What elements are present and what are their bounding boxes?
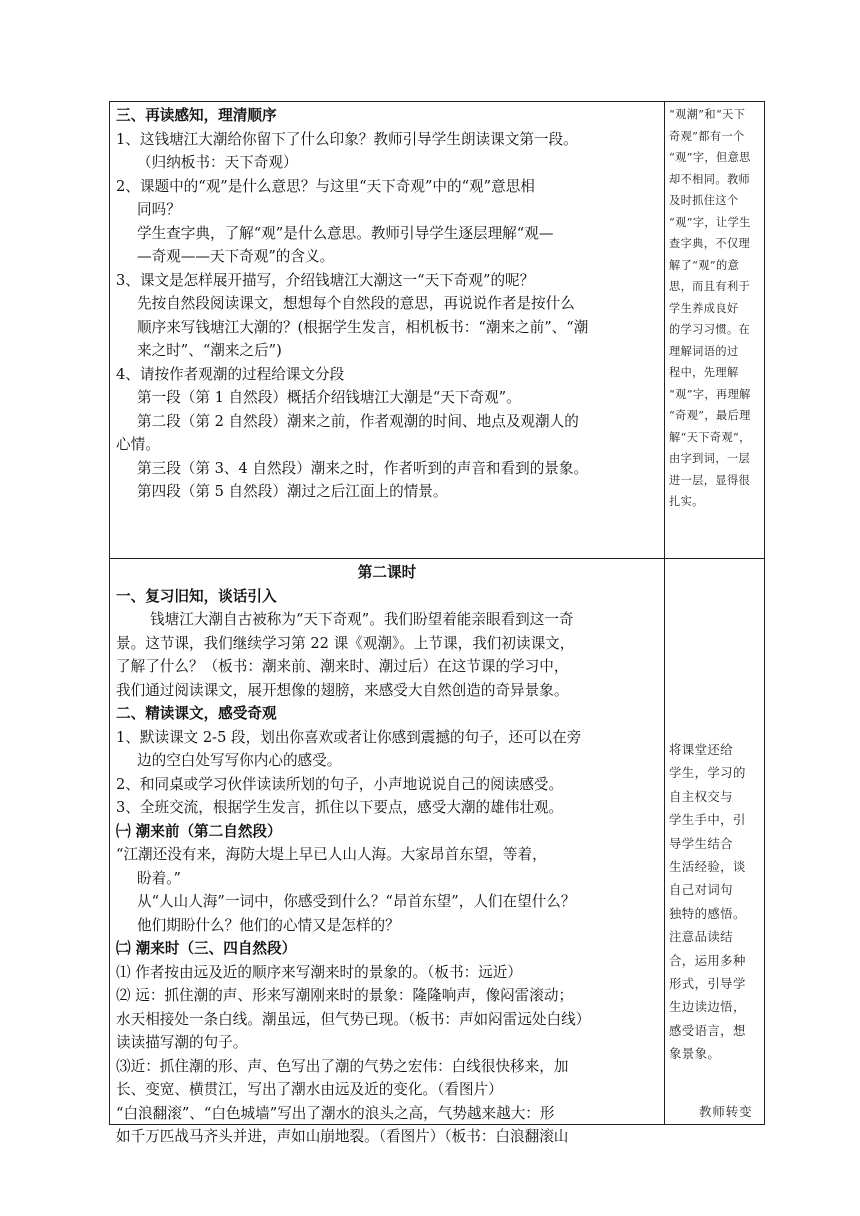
note-line: 教师转变	[699, 1104, 753, 1119]
text-line: 第二段（第 2 自然段）潮来之前，作者观潮的时间、地点及观潮人的	[137, 412, 579, 430]
text-line: 3、全班交流，根据学生发言，抓住以下要点，感受大潮的雄伟壮观。	[116, 799, 564, 816]
text-line: 边的空白处写写你内心的感受。	[137, 752, 342, 769]
note-line: “观”字，让学生	[669, 215, 751, 229]
text-line: ⑵ 远：抓住潮的声、形来写潮刚来时的景象：隆隆响声，像闷雷滚动；	[116, 987, 574, 1004]
text-line: 第一段（第 1 自然段）概括介绍钱塘江大潮是“天下奇观”。	[137, 389, 521, 406]
note-line: 进一层，显得很	[669, 473, 751, 487]
text-line: ㈡ 潮来时（三、四自然段）	[116, 940, 297, 957]
note-line: 扎实。	[669, 495, 704, 508]
note-line: 注意品读结	[669, 929, 733, 945]
text-line: 学生查字典，了解“观”是什么意思。教师引导学生逐层理解“观—	[137, 224, 554, 242]
section-second-lesson-content	[116, 561, 658, 1149]
note-line: “观潮”和“天下	[669, 108, 746, 121]
text-line: 心情。	[116, 436, 160, 453]
text-line: ⑶近：抓住潮的形、声、色写出了潮的气势之宏伟：白线很快移来，加	[116, 1057, 569, 1075]
text-line: 如千万匹战马齐头并进，声如山崩地裂。（看图片）（板书：白浪翻滚山	[116, 1128, 569, 1145]
note-line: 形式，引导学	[669, 976, 746, 992]
text-line: （归纳板书：天下奇观）	[137, 154, 298, 171]
text-line: “白浪翻滚”、“白色城墙”写出了潮水的浪头之高，气势越来越大：形	[116, 1104, 555, 1122]
text-line: 2、和同桌或学习伙伴读读所划的句子，小声地说说自己的阅读感受。	[116, 775, 564, 793]
section-second-lesson-last-note	[669, 1100, 762, 1123]
note-line: 象景象。	[669, 1046, 721, 1062]
text-line: ⑴ 作者按由远及近的顺序来写潮来时的景象的。（板书：远近）	[116, 963, 522, 981]
note-line: 及时抓住这个	[669, 194, 739, 207]
note-line: 将课堂还给	[669, 742, 733, 757]
note-line: 导学生结合	[669, 835, 733, 851]
note-line: 生活经验，谈	[669, 859, 746, 875]
section-second-lesson-notes	[669, 738, 762, 1066]
note-line: 自主权交与	[669, 788, 733, 804]
note-line: 独特的感悟。	[669, 905, 746, 921]
note-line: 合，运用多种	[669, 952, 746, 968]
text-line: 3、课文是怎样展开描写，介绍钱塘江大潮这一“天下奇观”的呢？	[116, 271, 535, 289]
note-line: 感受语言，想	[669, 1022, 746, 1038]
text-line: 1、这钱塘江大潮给你留下了什么印象？教师引导学生朗读课文第一段。	[116, 130, 578, 148]
text-line: 盼着。”	[137, 869, 181, 887]
text-line: 读读描写潮的句子。	[116, 1034, 248, 1051]
text-line: 他们期盼什么？他们的心情又是怎样的？	[137, 916, 400, 934]
section-reread-notes	[669, 104, 762, 513]
text-line: 钱塘江大潮自古被称为“天下奇观”。我们盼望着能亲眼看到这一奇	[150, 611, 574, 628]
text-line: 来之时”、“潮来之后”)	[137, 342, 282, 359]
text-line: 先按自然段阅读课文，想想每个自然段的意思，再说说作者是按什么	[137, 295, 575, 312]
text-line: 顺序来写钱塘江大潮的？(根据学生发言，相机板书：“潮来之前”、“潮	[137, 318, 589, 336]
note-line: 解“天下奇观”，	[669, 430, 751, 444]
text-line: 第四段（第 5 自然段）潮过之后江面上的情景。	[137, 483, 448, 500]
column-divider	[664, 102, 665, 1124]
text-line: 三、再读感知，理清顺序	[116, 107, 277, 124]
note-line: 查字典，不仅理	[669, 237, 751, 250]
text-line: 第二课时	[357, 564, 417, 581]
text-line: 一、复习旧知，谈话引入	[116, 587, 277, 605]
note-line: 却不相同。教师	[669, 172, 751, 186]
text-line: 从“人山人海”一词中，你感受到什么？“昂首东望”，人们在望什么？	[137, 893, 576, 910]
note-line: 学生，学习的	[669, 765, 746, 781]
text-line: 第三段（第 3、4 自然段）潮来之时，作者听到的声音和看到的景象。	[137, 459, 589, 477]
text-line: 2、课题中的“观”是什么意思？与这里“天下奇观”中的“观”意思相	[116, 177, 535, 195]
note-line: 解了“观”的意	[669, 258, 740, 272]
text-line: ㈠ 潮来前（第二自然段）	[116, 822, 282, 840]
text-line: 我们通过阅读课文，展开想像的翅膀，来感受大自然创造的奇异景象。	[116, 681, 569, 699]
text-line: 4、请按作者观潮的过程给课文分段	[116, 365, 345, 383]
text-line: 水天相接处一条白线。潮虽远，但气势已现。（板书：声如闷雷远处白线）	[116, 1010, 591, 1028]
text-line: 同吗？	[137, 201, 181, 218]
note-line: 程中，先理解	[669, 366, 739, 379]
text-line: 长、变宽、横贯江，写出了潮水由远及近的变化。（看图片）	[116, 1081, 503, 1098]
note-line: 奇观”都有一个	[669, 129, 745, 143]
text-line: 1、默读课文 2-5 段，划出你喜欢或者让你感到震撼的句子，还可以在旁	[116, 728, 582, 746]
text-line: 了解了什么？（板书：潮来前、潮来时、潮过后）在这节课的学习中，	[116, 658, 569, 675]
note-line: “奇观”，最后理	[669, 409, 751, 422]
note-line: 学生养成良好	[669, 301, 739, 315]
note-line: “观”字，再理解	[669, 387, 751, 401]
row-divider	[110, 558, 764, 559]
note-line: 由字到词，一层	[669, 452, 751, 465]
section-reread-content	[116, 104, 658, 504]
note-line: 生边读边悟，	[669, 999, 746, 1015]
note-line: 自己对词句	[669, 882, 733, 898]
text-line: —奇观——天下奇观”的含义。	[137, 248, 335, 265]
text-line: “江潮还没有来，海防大堤上早已人山人海。大家昂首东望，等着，	[116, 846, 547, 863]
text-line: 景。这节课，我们继续学习第 22 课《观潮》。上节课，我们初读课文，	[116, 634, 575, 652]
note-line: 理解词语的过	[669, 344, 739, 358]
note-line: 学生手中，引	[669, 812, 746, 828]
lesson-plan-table	[109, 101, 765, 1145]
note-line: “观”字，但意思	[669, 151, 751, 164]
note-line: 思，而且有利于	[669, 280, 751, 293]
note-line: 的学习习惯。在	[669, 323, 751, 336]
text-line: 二、精读课文，感受奇观	[116, 705, 277, 722]
